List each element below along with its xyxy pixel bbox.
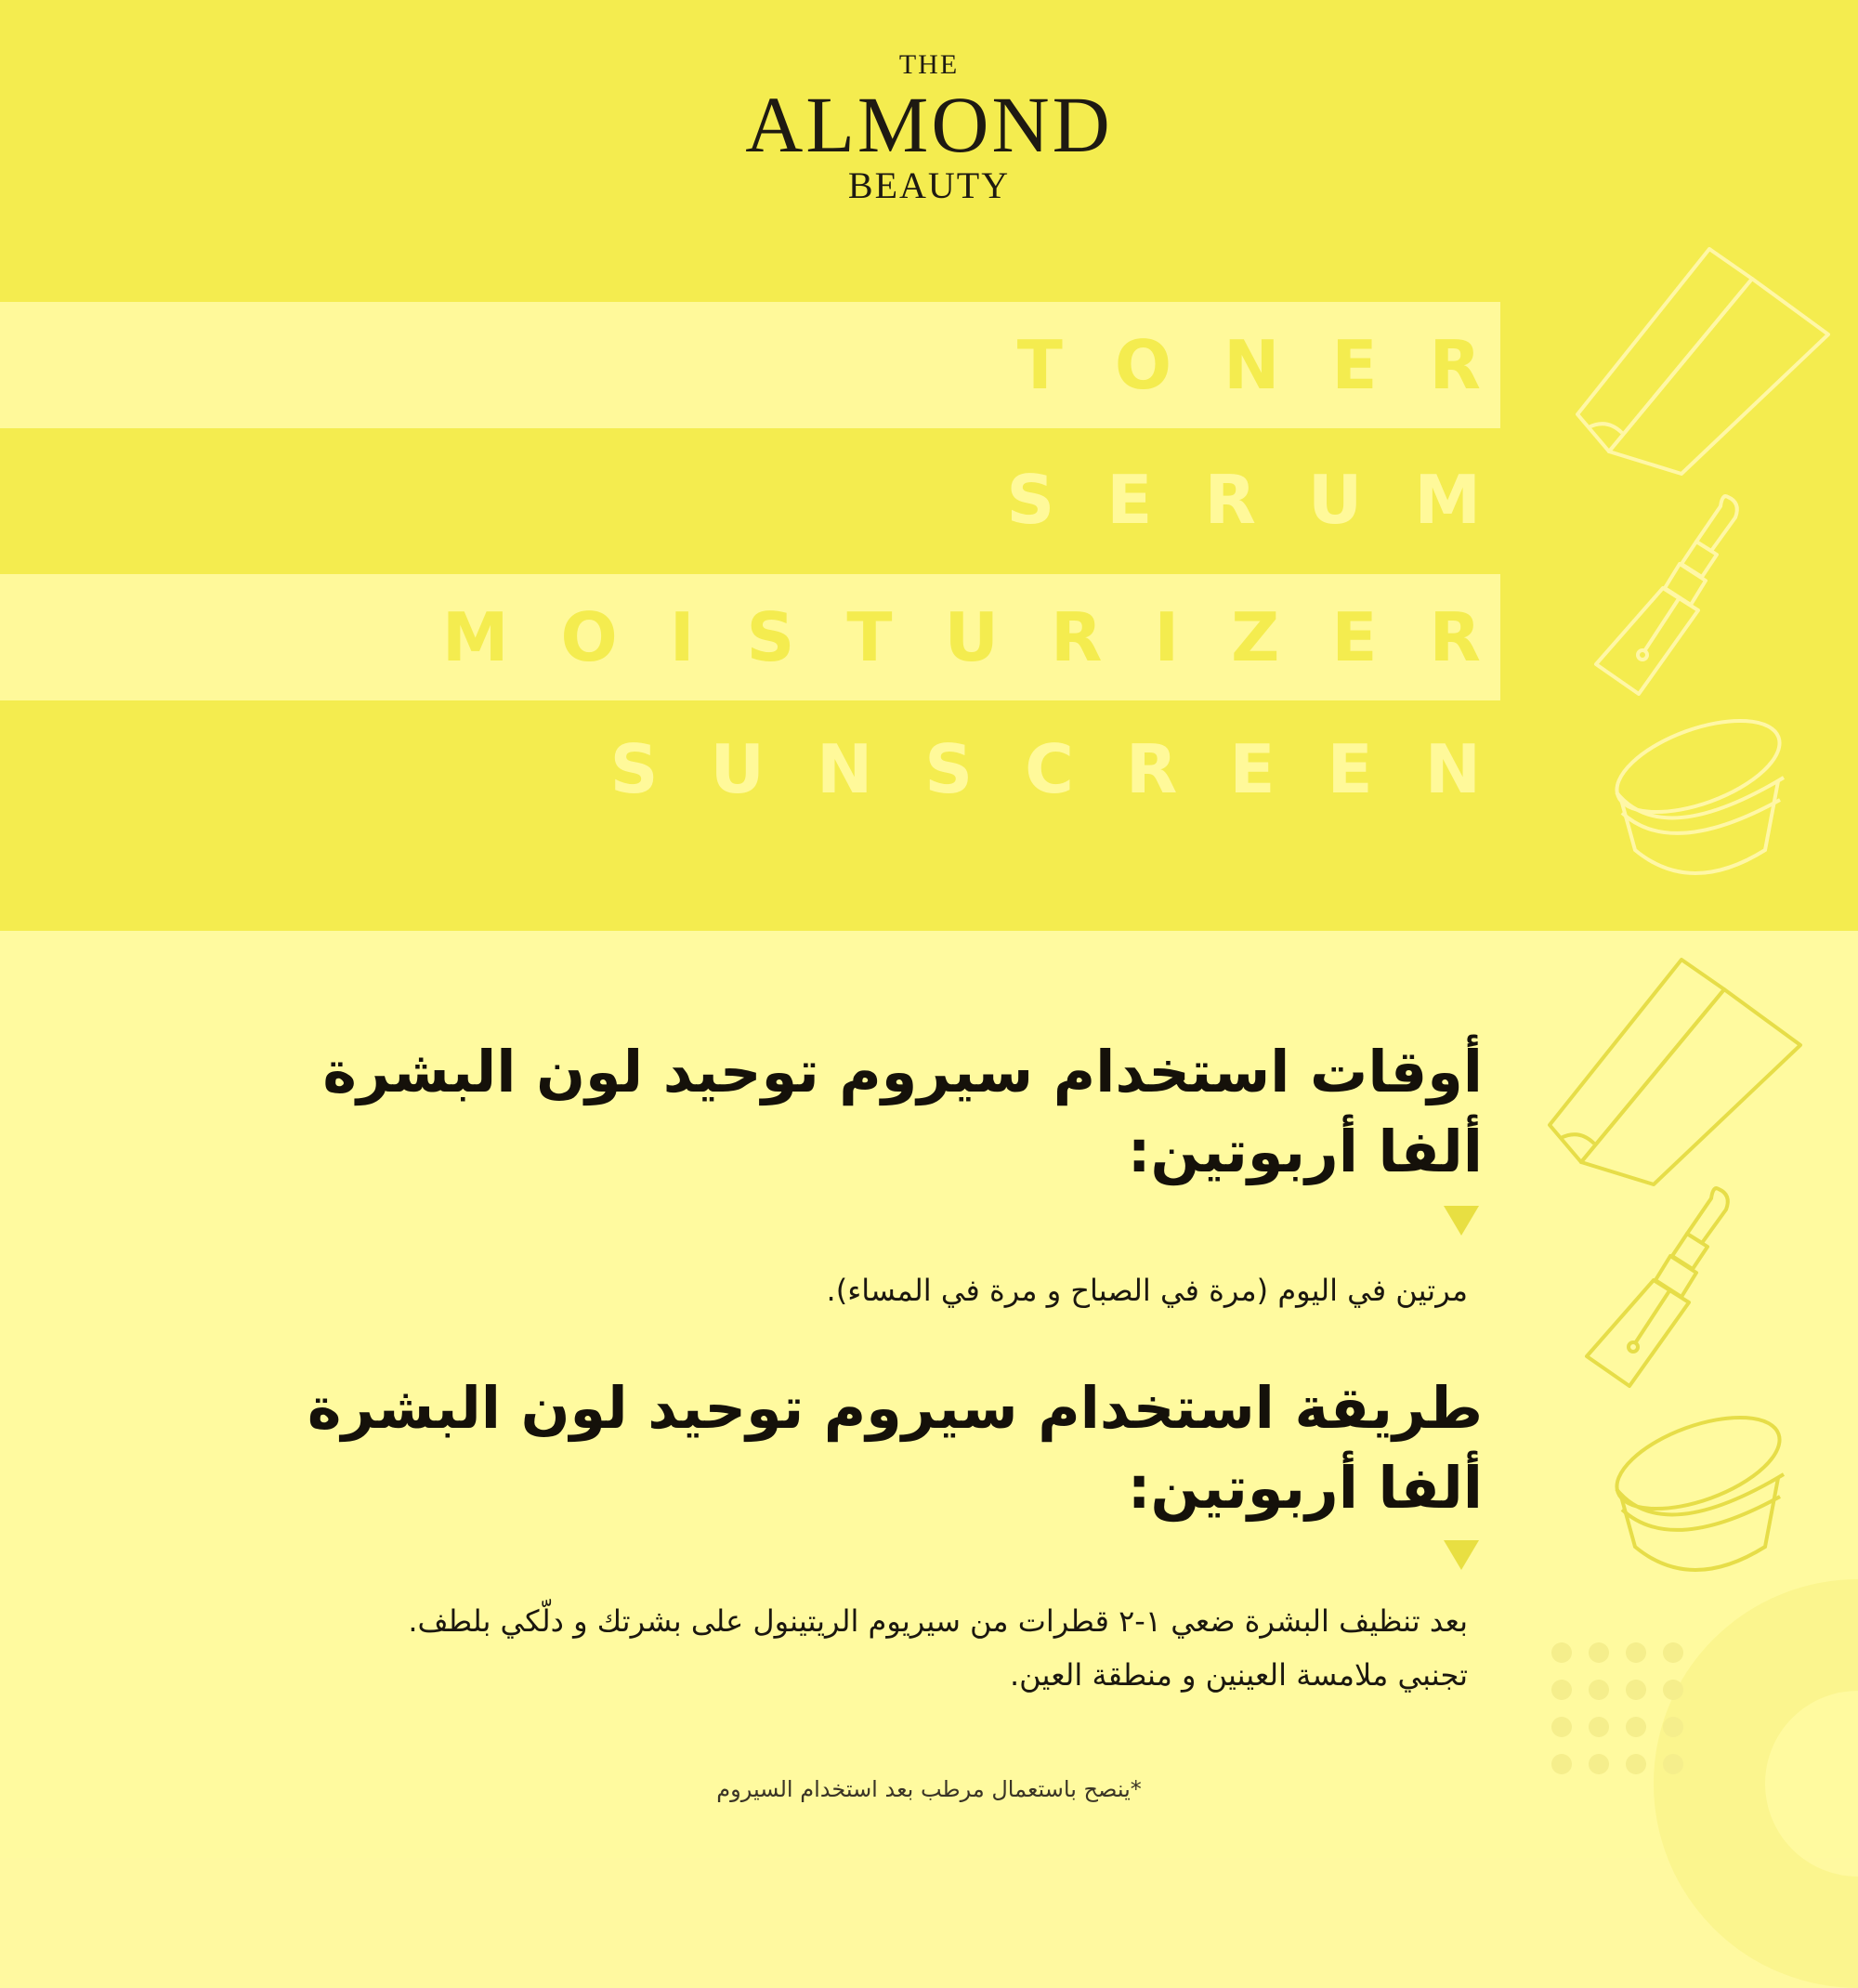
section2-heading-line2: ألفا أربوتين: bbox=[1127, 1454, 1483, 1522]
step-sunscreen: SUNSCREEN bbox=[609, 730, 1533, 808]
section1-body: مرتين في اليوم (مرة في الصباح و مرة في المساء). bbox=[826, 1273, 1468, 1308]
dropper-bottle-icon bbox=[1589, 488, 1774, 701]
tube-icon bbox=[1570, 242, 1839, 483]
triangle-marker-icon bbox=[1444, 1206, 1479, 1236]
cream-jar-icon bbox=[1579, 711, 1793, 896]
brand-logo bbox=[0, 46, 1858, 206]
step-toner: TONER bbox=[1016, 326, 1533, 404]
section2-body-line1: بعد تنظيف البشرة ضعي ١-٢ قطرات من سيريوم الريتينول على بشرتك و دلّكي بلطف. bbox=[408, 1603, 1468, 1639]
triangle-marker-icon bbox=[1444, 1540, 1479, 1570]
section2-heading-line1: طريقة استخدام سيروم توحيد لون البشرة bbox=[307, 1374, 1483, 1442]
footnote: *ينصح باستعمال مرطب بعد استخدام السيروم bbox=[716, 1776, 1142, 1802]
cream-jar-icon bbox=[1579, 1407, 1793, 1593]
section2-body-line2: تجنبي ملامسة العينين و منطقة العين. bbox=[1010, 1657, 1468, 1693]
brand-line-beauty: BEAUTY bbox=[847, 164, 1011, 206]
section1-heading-line1: أوقات استخدام سيروم توحيد لون البشرة bbox=[322, 1038, 1483, 1105]
dropper-bottle-icon bbox=[1579, 1180, 1765, 1393]
brand-line-the: THE bbox=[898, 49, 960, 80]
step-moisturizer: MOISTURIZER bbox=[441, 598, 1533, 676]
section1-heading-line2: ألفا أربوتين: bbox=[1127, 1118, 1483, 1185]
tube-icon bbox=[1542, 952, 1812, 1194]
step-serum: SERUM bbox=[1006, 461, 1533, 539]
brand-line-almond: ALMOND bbox=[745, 80, 1113, 169]
